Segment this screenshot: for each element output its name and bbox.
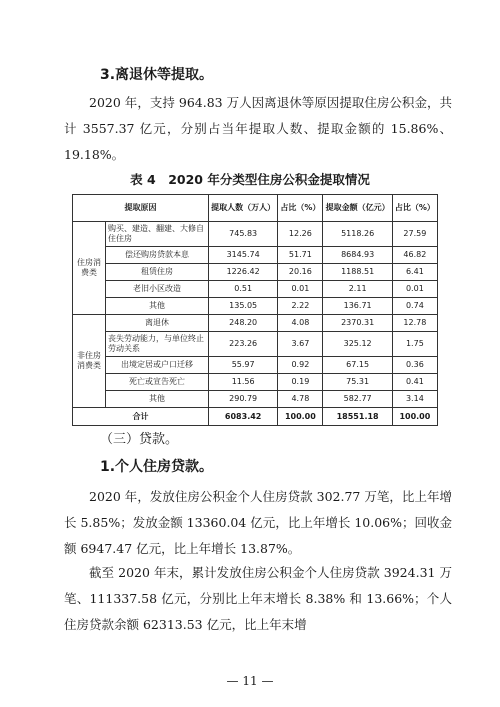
header-amount-share: 占比（%） [392, 195, 437, 222]
table-total-row [73, 408, 438, 426]
row-persons: 135.05 [209, 298, 278, 315]
row-reason: 租赁住房 [106, 264, 209, 281]
row-reason: 老旧小区改造 [106, 281, 209, 298]
row-persons-share: 20.16 [278, 264, 323, 281]
row-amount: 8684.93 [323, 247, 392, 264]
table-row [73, 374, 438, 391]
table-row [73, 264, 438, 281]
row-persons-share: 4.78 [278, 391, 323, 408]
row-amount-share: 27.59 [392, 222, 437, 247]
table-caption: 表 4 2020 年分类型住房公积金提取情况 [130, 172, 370, 187]
table-row [73, 315, 438, 332]
row-reason: 其他 [106, 391, 209, 408]
row-reason: 出境定居或户口迁移 [106, 357, 209, 374]
row-persons: 290.79 [209, 391, 278, 408]
row-persons-share: 4.08 [278, 315, 323, 332]
row-persons-share: 0.19 [278, 374, 323, 391]
withdrawal-table [72, 194, 438, 426]
table-row [73, 247, 438, 264]
total-label: 合计 [73, 408, 209, 426]
row-persons: 1226.42 [209, 264, 278, 281]
row-amount-share: 0.36 [392, 357, 437, 374]
row-reason: 其他 [106, 298, 209, 315]
row-reason: 丧失劳动能力，与单位终止劳动关系 [106, 332, 209, 357]
total-persons-share: 100.00 [278, 408, 323, 426]
paragraph-retirement: 2020 年，支持 964.83 万人因离退休等原因提取住房公积金，共计 3557.37 亿元，分别占当年提取人数、提取金额的 15.86%、19.18%。 [64, 95, 452, 162]
row-persons: 55.97 [209, 357, 278, 374]
row-reason: 离退休 [106, 315, 209, 332]
row-amount-share: 46.82 [392, 247, 437, 264]
header-persons-share: 占比（%） [278, 195, 323, 222]
table-row [73, 298, 438, 315]
table-row [73, 332, 438, 357]
paragraph-loan-cumulative: 截至 2020 年末，累计发放住房公积金个人住房贷款 3924.31 万笔、111337.58 亿元，分别比上年末增长 8.38% 和 13.66%；个人住房贷款余额 62313.53 亿元，比上年末增 [64, 565, 452, 632]
header-amount: 提取金额（亿元） [323, 195, 392, 222]
table-header-row [73, 195, 438, 222]
paragraph-loan-issuance: 2020 年，发放住房公积金个人住房贷款 302.77 万笔，比上年增长 5.85%；发放金额 13360.04 亿元，比上年增长 10.06%；回收金额 6947.47 亿元，比上年增长 13.87%。 [64, 489, 452, 556]
row-persons: 11.56 [209, 374, 278, 391]
table-row [73, 222, 438, 247]
row-persons: 745.83 [209, 222, 278, 247]
row-amount-share: 1.75 [392, 332, 437, 357]
row-persons-share: 12.26 [278, 222, 323, 247]
row-persons-share: 0.92 [278, 357, 323, 374]
row-amount-share: 0.41 [392, 374, 437, 391]
section-heading-loans: （三）贷款。 [100, 432, 179, 447]
row-amount-share: 6.41 [392, 264, 437, 281]
page-number: — 11 — [226, 674, 274, 688]
subsection-heading-personal-loans: 1.个人住房贷款。 [100, 459, 214, 475]
row-reason: 偿还购房贷款本息 [106, 247, 209, 264]
row-persons-share: 3.67 [278, 332, 323, 357]
row-amount: 5118.26 [323, 222, 392, 247]
row-amount: 2.11 [323, 281, 392, 298]
row-amount: 1188.51 [323, 264, 392, 281]
header-reason: 提取原因 [73, 195, 209, 222]
row-persons: 248.20 [209, 315, 278, 332]
row-persons: 3145.74 [209, 247, 278, 264]
group-label-housing: 住房消费类 [73, 222, 106, 315]
row-reason: 死亡或宣告死亡 [106, 374, 209, 391]
row-persons-share: 0.01 [278, 281, 323, 298]
header-persons: 提取人数（万人） [209, 195, 278, 222]
total-amount: 18551.18 [323, 408, 392, 426]
section-heading-retirement: 3.离退休等提取。 [100, 67, 214, 83]
total-amount-share: 100.00 [392, 408, 437, 426]
row-amount: 582.77 [323, 391, 392, 408]
group-label-non-housing: 非住房消费类 [73, 315, 106, 408]
row-amount: 2370.31 [323, 315, 392, 332]
row-amount: 325.12 [323, 332, 392, 357]
table-row [73, 391, 438, 408]
row-persons-share: 51.71 [278, 247, 323, 264]
total-persons: 6083.42 [209, 408, 278, 426]
row-reason: 购买、建造、翻建、大修自住住房 [106, 222, 209, 247]
row-amount-share: 3.14 [392, 391, 437, 408]
row-amount-share: 12.78 [392, 315, 437, 332]
row-persons: 0.51 [209, 281, 278, 298]
row-amount: 75.31 [323, 374, 392, 391]
table-row [73, 357, 438, 374]
row-amount: 67.15 [323, 357, 392, 374]
row-persons: 223.26 [209, 332, 278, 357]
row-persons-share: 2.22 [278, 298, 323, 315]
row-amount: 136.71 [323, 298, 392, 315]
row-amount-share: 0.01 [392, 281, 437, 298]
table-row [73, 281, 438, 298]
row-amount-share: 0.74 [392, 298, 437, 315]
